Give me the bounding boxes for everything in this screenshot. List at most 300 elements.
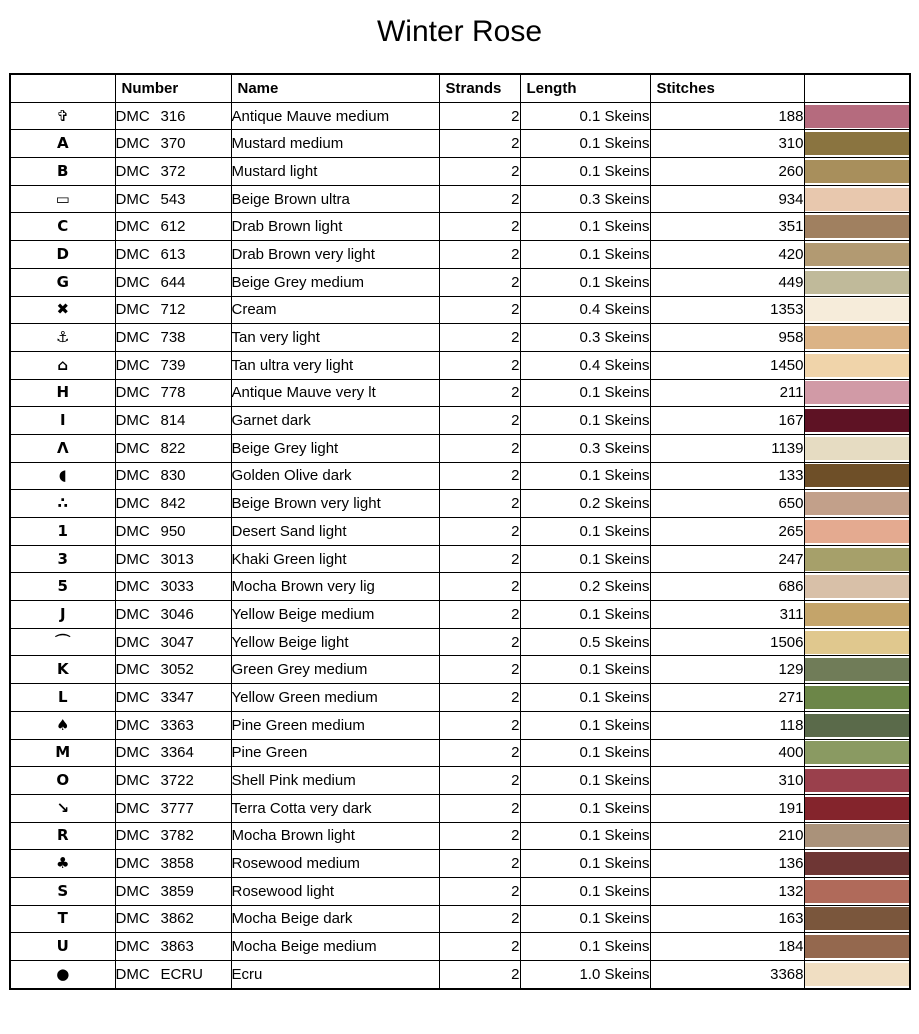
symbol-cell <box>10 296 115 324</box>
strands-cell: 2 <box>439 850 520 878</box>
number-cell <box>115 739 231 767</box>
stitch-symbol-icon: K <box>56 660 69 679</box>
brand-label: DMC <box>115 301 150 319</box>
stitches-cell: 133 <box>650 462 804 490</box>
table-row <box>10 158 910 186</box>
number-cell <box>115 767 231 795</box>
number-cell <box>115 850 231 878</box>
strands-cell: 2 <box>439 739 520 767</box>
brand-label: DMC <box>115 439 150 457</box>
color-swatch <box>805 464 910 487</box>
brand-label: DMC <box>115 882 150 900</box>
color-swatch-cell <box>804 241 910 269</box>
color-swatch-cell <box>804 434 910 462</box>
symbol-cell <box>10 102 115 130</box>
number-cell <box>115 462 231 490</box>
color-swatch <box>805 548 910 571</box>
color-swatch <box>805 132 910 155</box>
number-cell <box>115 407 231 435</box>
floss-code: 543 <box>160 190 186 208</box>
color-swatch-cell <box>804 905 910 933</box>
floss-key-table <box>9 73 911 990</box>
name-cell: Tan very light <box>231 324 439 352</box>
stitch-symbol-icon: Λ <box>56 438 69 457</box>
strands-cell: 2 <box>439 268 520 296</box>
table-header-row <box>10 74 910 102</box>
color-swatch-cell <box>804 961 910 989</box>
table-row <box>10 794 910 822</box>
name-cell: Shell Pink medium <box>231 767 439 795</box>
table-row <box>10 961 910 989</box>
number-cell <box>115 684 231 712</box>
name-cell: Golden Olive dark <box>231 462 439 490</box>
table-row <box>10 324 910 352</box>
color-swatch-cell <box>804 933 910 961</box>
strands-cell: 2 <box>439 545 520 573</box>
strands-cell: 2 <box>439 711 520 739</box>
color-swatch-cell <box>804 628 910 656</box>
symbol-cell <box>10 268 115 296</box>
stitches-cell: 310 <box>650 767 804 795</box>
length-cell: 0.1 Skeins <box>520 877 650 905</box>
stitches-cell: 118 <box>650 711 804 739</box>
brand-label: DMC <box>115 412 150 430</box>
strands-cell: 2 <box>439 628 520 656</box>
symbol-cell <box>10 434 115 462</box>
number-cell <box>115 518 231 546</box>
stitch-symbol-icon: ▭ <box>55 189 70 208</box>
stitch-symbol-icon: ∴ <box>57 494 68 513</box>
length-cell: 0.1 Skeins <box>520 158 650 186</box>
color-swatch-cell <box>804 822 910 850</box>
name-cell: Rosewood light <box>231 877 439 905</box>
length-cell: 0.1 Skeins <box>520 407 650 435</box>
brand-label: DMC <box>115 522 150 540</box>
symbol-cell <box>10 656 115 684</box>
table-row <box>10 462 910 490</box>
symbol-cell <box>10 158 115 186</box>
brand-label: DMC <box>115 329 150 347</box>
stitch-symbol-icon: B <box>57 161 69 180</box>
floss-code: 3859 <box>160 882 194 900</box>
symbol-cell <box>10 490 115 518</box>
color-swatch <box>805 243 910 266</box>
number-cell <box>115 711 231 739</box>
strands-cell: 2 <box>439 794 520 822</box>
length-cell: 0.1 Skeins <box>520 850 650 878</box>
brand-label: DMC <box>115 162 150 180</box>
table-row <box>10 545 910 573</box>
stitch-symbol-icon: U <box>56 937 69 956</box>
symbol-cell <box>10 739 115 767</box>
symbol-cell <box>10 545 115 573</box>
stitch-symbol-icon: T <box>57 909 68 928</box>
strands-cell: 2 <box>439 241 520 269</box>
table-row <box>10 684 910 712</box>
color-swatch <box>805 907 910 930</box>
color-swatch <box>805 492 910 515</box>
floss-code: 814 <box>160 412 186 430</box>
brand-label: DMC <box>115 578 150 596</box>
name-cell: Beige Grey light <box>231 434 439 462</box>
stitches-cell: 271 <box>650 684 804 712</box>
length-cell: 0.1 Skeins <box>520 794 650 822</box>
number-cell <box>115 296 231 324</box>
floss-code: 3046 <box>160 605 194 623</box>
brand-label: DMC <box>115 827 150 845</box>
color-swatch-cell <box>804 379 910 407</box>
stitches-cell: 934 <box>650 185 804 213</box>
floss-code: 3364 <box>160 744 194 762</box>
color-swatch <box>805 880 910 903</box>
brand-label: DMC <box>115 384 150 402</box>
color-swatch-cell <box>804 158 910 186</box>
table-row <box>10 351 910 379</box>
length-cell: 0.2 Skeins <box>520 573 650 601</box>
stitch-symbol-icon: A <box>56 134 69 153</box>
symbol-cell <box>10 241 115 269</box>
strands-cell: 2 <box>439 822 520 850</box>
table-row <box>10 296 910 324</box>
length-cell: 0.1 Skeins <box>520 933 650 961</box>
stitch-symbol-icon: ⌂ <box>57 355 69 374</box>
symbol-cell <box>10 351 115 379</box>
length-cell: 0.1 Skeins <box>520 518 650 546</box>
color-swatch-cell <box>804 545 910 573</box>
header-symbol <box>10 74 115 102</box>
symbol-cell <box>10 324 115 352</box>
length-cell: 0.1 Skeins <box>520 822 650 850</box>
length-cell: 0.1 Skeins <box>520 241 650 269</box>
length-cell: 0.1 Skeins <box>520 905 650 933</box>
color-swatch-cell <box>804 130 910 158</box>
name-cell: Mocha Beige medium <box>231 933 439 961</box>
color-swatch-cell <box>804 213 910 241</box>
floss-code: 3862 <box>160 910 194 928</box>
name-cell: Rosewood medium <box>231 850 439 878</box>
stitches-cell: 686 <box>650 573 804 601</box>
stitches-cell: 265 <box>650 518 804 546</box>
brand-label: DMC <box>115 772 150 790</box>
length-cell: 1.0 Skeins <box>520 961 650 989</box>
stitch-symbol-icon: I <box>59 411 66 430</box>
color-swatch-cell <box>804 324 910 352</box>
length-cell: 0.3 Skeins <box>520 185 650 213</box>
table-row <box>10 711 910 739</box>
name-cell: Beige Grey medium <box>231 268 439 296</box>
brand-label: DMC <box>115 605 150 623</box>
floss-code: 613 <box>160 245 186 263</box>
floss-code: 3013 <box>160 550 194 568</box>
brand-label: DMC <box>115 190 150 208</box>
stitch-symbol-icon: L <box>57 687 68 706</box>
name-cell: Yellow Beige light <box>231 628 439 656</box>
table-row <box>10 518 910 546</box>
table-row <box>10 379 910 407</box>
number-cell <box>115 628 231 656</box>
length-cell: 0.1 Skeins <box>520 601 650 629</box>
brand-label: DMC <box>115 550 150 568</box>
stitch-symbol-icon: ↘ <box>56 798 70 817</box>
color-swatch <box>805 935 910 958</box>
floss-code: ECRU <box>160 965 204 983</box>
table-row <box>10 434 910 462</box>
symbol-cell <box>10 877 115 905</box>
name-cell: Drab Brown very light <box>231 241 439 269</box>
strands-cell: 2 <box>439 877 520 905</box>
number-cell <box>115 933 231 961</box>
stitch-symbol-icon: ● <box>56 964 70 983</box>
stitches-cell: 210 <box>650 822 804 850</box>
length-cell: 0.1 Skeins <box>520 684 650 712</box>
page-title: Winter Rose <box>376 15 543 48</box>
color-swatch <box>805 215 910 238</box>
stitch-symbol-icon: C <box>57 217 69 236</box>
stitches-cell: 1139 <box>650 434 804 462</box>
floss-code: 822 <box>160 439 186 457</box>
floss-code: 3722 <box>160 772 194 790</box>
stitch-symbol-icon: S <box>57 881 69 900</box>
symbol-cell <box>10 933 115 961</box>
name-cell: Pine Green <box>231 739 439 767</box>
brand-label: DMC <box>115 716 150 734</box>
brand-label: DMC <box>115 744 150 762</box>
color-swatch <box>805 409 910 432</box>
brand-label: DMC <box>115 467 150 485</box>
name-cell: Mustard medium <box>231 130 439 158</box>
color-swatch <box>805 298 910 321</box>
number-cell <box>115 794 231 822</box>
number-cell <box>115 905 231 933</box>
number-cell <box>115 490 231 518</box>
strands-cell: 2 <box>439 767 520 795</box>
name-cell: Desert Sand light <box>231 518 439 546</box>
color-swatch <box>805 381 910 404</box>
strands-cell: 2 <box>439 933 520 961</box>
length-cell: 0.3 Skeins <box>520 324 650 352</box>
color-swatch <box>805 575 910 598</box>
floss-code: 738 <box>160 329 186 347</box>
stitch-symbol-icon: 1 <box>57 521 68 540</box>
brand-label: DMC <box>115 273 150 291</box>
symbol-cell <box>10 185 115 213</box>
color-swatch-cell <box>804 684 910 712</box>
stitches-cell: 400 <box>650 739 804 767</box>
name-cell: Garnet dark <box>231 407 439 435</box>
floss-code: 3782 <box>160 827 194 845</box>
symbol-cell <box>10 711 115 739</box>
name-cell: Terra Cotta very dark <box>231 794 439 822</box>
symbol-cell <box>10 407 115 435</box>
stitch-symbol-icon: ⌒ <box>55 632 71 651</box>
brand-label: DMC <box>115 688 150 706</box>
stitches-cell: 167 <box>650 407 804 435</box>
floss-code: 316 <box>160 107 186 125</box>
stitches-cell: 3368 <box>650 961 804 989</box>
color-swatch-cell <box>804 739 910 767</box>
color-swatch-cell <box>804 102 910 130</box>
stitch-symbol-icon: H <box>56 383 70 402</box>
table-row <box>10 268 910 296</box>
strands-cell: 2 <box>439 213 520 241</box>
strands-cell: 2 <box>439 905 520 933</box>
color-swatch <box>805 714 910 737</box>
length-cell: 0.4 Skeins <box>520 351 650 379</box>
table-row <box>10 407 910 435</box>
color-swatch-cell <box>804 711 910 739</box>
stitches-cell: 449 <box>650 268 804 296</box>
strands-cell: 2 <box>439 130 520 158</box>
color-swatch <box>805 741 910 764</box>
length-cell: 0.1 Skeins <box>520 130 650 158</box>
number-cell <box>115 601 231 629</box>
name-cell: Mocha Brown light <box>231 822 439 850</box>
header-stitches: Stitches <box>650 74 804 102</box>
stitches-cell: 211 <box>650 379 804 407</box>
stitches-cell: 191 <box>650 794 804 822</box>
color-swatch <box>805 963 910 986</box>
brand-label: DMC <box>115 135 150 153</box>
color-swatch <box>805 658 910 681</box>
stitch-symbol-icon: G <box>56 272 69 291</box>
symbol-cell <box>10 794 115 822</box>
number-cell <box>115 213 231 241</box>
brand-label: DMC <box>115 799 150 817</box>
table-row <box>10 933 910 961</box>
symbol-cell <box>10 462 115 490</box>
number-cell <box>115 573 231 601</box>
stitches-cell: 188 <box>650 102 804 130</box>
number-cell <box>115 961 231 989</box>
stitch-symbol-icon: 5 <box>57 577 68 596</box>
stitch-symbol-icon: R <box>56 826 69 845</box>
stitches-cell: 958 <box>650 324 804 352</box>
color-swatch <box>805 520 910 543</box>
floss-code: 3777 <box>160 799 194 817</box>
table-row <box>10 628 910 656</box>
color-swatch <box>805 188 910 211</box>
stitch-symbol-icon: ♣ <box>56 854 70 873</box>
number-cell <box>115 656 231 684</box>
color-swatch-cell <box>804 601 910 629</box>
color-swatch <box>805 852 910 875</box>
strands-cell: 2 <box>439 434 520 462</box>
length-cell: 0.1 Skeins <box>520 268 650 296</box>
floss-code: 778 <box>160 384 186 402</box>
color-swatch <box>805 603 910 626</box>
floss-code: 712 <box>160 301 186 319</box>
stitch-symbol-icon: M <box>55 743 71 762</box>
brand-label: DMC <box>115 661 150 679</box>
name-cell: Tan ultra very light <box>231 351 439 379</box>
strands-cell: 2 <box>439 684 520 712</box>
table-row <box>10 213 910 241</box>
strands-cell: 2 <box>439 379 520 407</box>
color-swatch <box>805 686 910 709</box>
strands-cell: 2 <box>439 601 520 629</box>
stitch-symbol-icon: ✞ <box>56 106 70 125</box>
strands-cell: 2 <box>439 351 520 379</box>
floss-code: 3863 <box>160 938 194 956</box>
number-cell <box>115 268 231 296</box>
stitches-cell: 163 <box>650 905 804 933</box>
length-cell: 0.1 Skeins <box>520 545 650 573</box>
color-swatch <box>805 797 910 820</box>
header-color <box>804 74 910 102</box>
color-swatch-cell <box>804 850 910 878</box>
stitches-cell: 136 <box>650 850 804 878</box>
brand-label: DMC <box>115 910 150 928</box>
stitch-symbol-icon: D <box>56 244 69 263</box>
number-cell <box>115 351 231 379</box>
symbol-cell <box>10 628 115 656</box>
brand-label: DMC <box>115 218 150 236</box>
color-swatch <box>805 160 910 183</box>
table-row <box>10 241 910 269</box>
color-swatch-cell <box>804 296 910 324</box>
strands-cell: 2 <box>439 185 520 213</box>
length-cell: 0.1 Skeins <box>520 379 650 407</box>
color-swatch-cell <box>804 351 910 379</box>
stitch-symbol-icon: J <box>59 604 66 623</box>
length-cell: 0.2 Skeins <box>520 490 650 518</box>
color-swatch <box>805 437 910 460</box>
length-cell: 0.5 Skeins <box>520 628 650 656</box>
strands-cell: 2 <box>439 296 520 324</box>
strands-cell: 2 <box>439 158 520 186</box>
table-row <box>10 877 910 905</box>
stitch-symbol-icon: ⚓ <box>56 328 70 347</box>
stitch-symbol-icon: ◖ <box>58 466 67 485</box>
strands-cell: 2 <box>439 490 520 518</box>
color-swatch-cell <box>804 462 910 490</box>
length-cell: 0.1 Skeins <box>520 767 650 795</box>
stitches-cell: 129 <box>650 656 804 684</box>
length-cell: 0.1 Skeins <box>520 739 650 767</box>
color-swatch-cell <box>804 794 910 822</box>
name-cell: Pine Green medium <box>231 711 439 739</box>
name-cell: Beige Brown ultra <box>231 185 439 213</box>
floss-code: 3347 <box>160 688 194 706</box>
name-cell: Antique Mauve medium <box>231 102 439 130</box>
brand-label: DMC <box>115 245 150 263</box>
floss-code: 842 <box>160 495 186 513</box>
color-swatch-cell <box>804 767 910 795</box>
strands-cell: 2 <box>439 462 520 490</box>
number-cell <box>115 545 231 573</box>
table-row <box>10 739 910 767</box>
brand-label: DMC <box>115 495 150 513</box>
color-swatch <box>805 271 910 294</box>
stitches-cell: 132 <box>650 877 804 905</box>
length-cell: 0.1 Skeins <box>520 711 650 739</box>
brand-label: DMC <box>115 965 150 983</box>
symbol-cell <box>10 850 115 878</box>
stitch-symbol-icon: ✖ <box>56 300 70 319</box>
header-number: Number <box>115 74 231 102</box>
number-cell <box>115 130 231 158</box>
brand-label: DMC <box>115 938 150 956</box>
name-cell: Khaki Green light <box>231 545 439 573</box>
floss-code: 3858 <box>160 855 194 873</box>
table-row <box>10 656 910 684</box>
stitches-cell: 184 <box>650 933 804 961</box>
floss-code: 372 <box>160 162 186 180</box>
table-row <box>10 490 910 518</box>
number-cell <box>115 379 231 407</box>
color-swatch-cell <box>804 518 910 546</box>
stitches-cell: 247 <box>650 545 804 573</box>
